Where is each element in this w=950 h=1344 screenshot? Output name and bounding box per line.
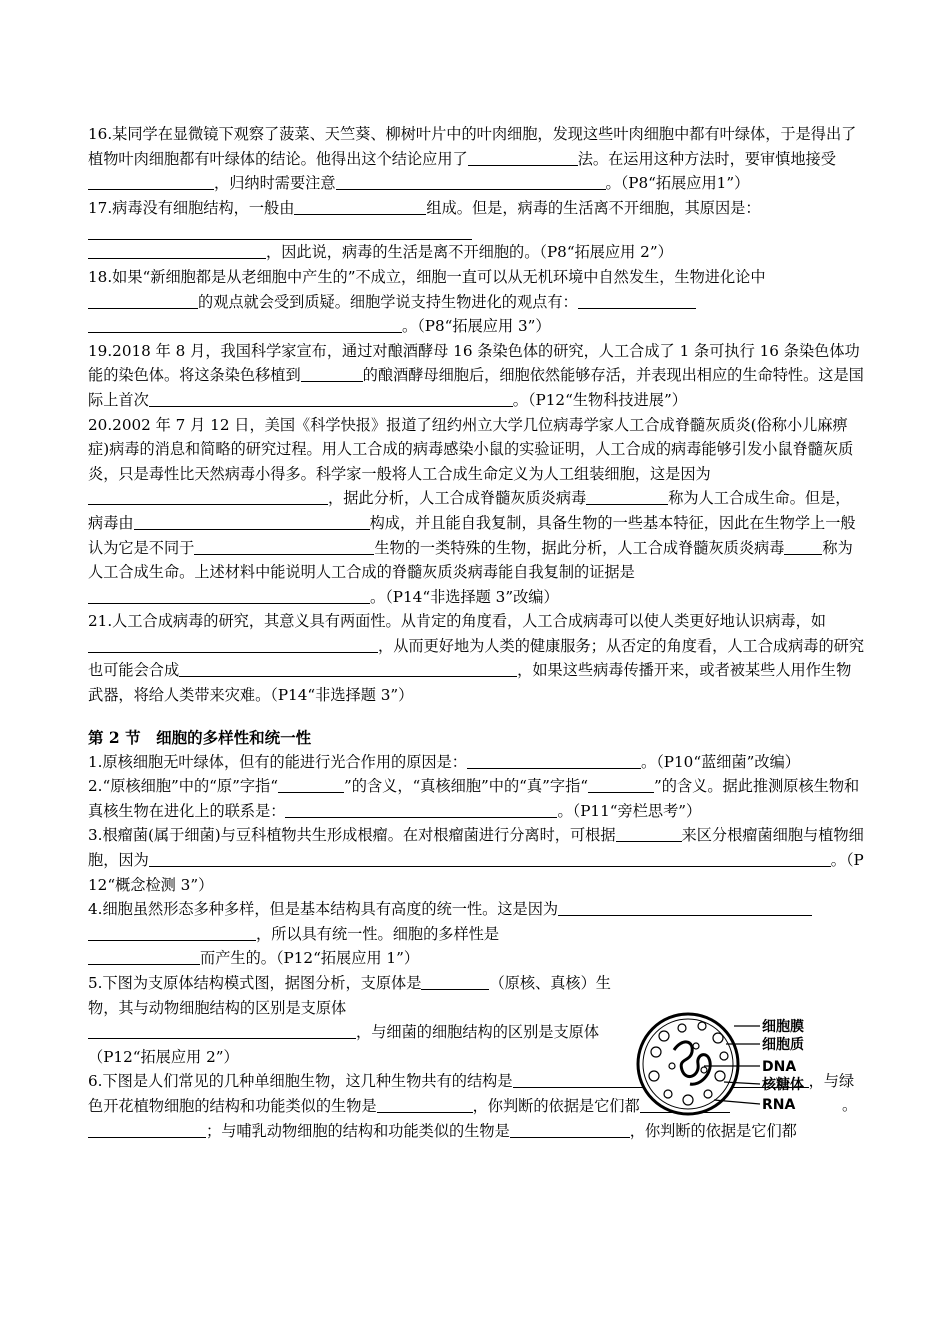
blank[interactable] xyxy=(285,802,557,818)
blank[interactable] xyxy=(558,900,812,916)
section-question-1: 1.原核细胞无叶绿体，但有的能进行光合作用的原因是： 。（P10“蓝细菌”改编） xyxy=(88,752,800,771)
blank[interactable] xyxy=(149,391,513,407)
blank[interactable] xyxy=(586,489,668,505)
blank[interactable] xyxy=(336,174,606,190)
blank[interactable] xyxy=(784,539,822,555)
blank[interactable] xyxy=(510,1122,630,1138)
blank[interactable] xyxy=(88,1122,206,1138)
blank[interactable] xyxy=(578,293,696,309)
blank[interactable] xyxy=(194,539,374,555)
section-question-3: 3.根瘤菌(属于细菌)与豆科植物共生形成根瘤。在对根瘤菌进行分离时，可根据 来区分根瘤菌细胞与植物细胞，因为 。（P12“概念检测 3”） xyxy=(88,826,864,894)
blank[interactable] xyxy=(179,661,517,677)
label-rna: RNA xyxy=(762,1097,796,1113)
question-18: 18.如果“新细胞都是从老细胞中产生的”不成立，细胞一直可以从无机环境中自然发生，生物进化论中的观点就会受到质疑。细胞学说支持生物进化的观点有： 。（P8“拓展应用 3”） xyxy=(88,267,766,336)
section-question-2: 2.“原核细胞”中的“原”字指“ ”的含义，“真核细胞”中的“真”字指“ ”的含义。据此推测原核生物和真核生物在进化上的联系是： 。（P11“旁栏思考”） xyxy=(88,777,860,820)
worksheet xyxy=(88,122,864,1143)
mycoplasma-figure xyxy=(634,1010,864,1118)
section-question-5-source: （P12“拓展应用 2”） xyxy=(88,1047,239,1066)
blank[interactable] xyxy=(134,514,370,530)
blank[interactable] xyxy=(467,753,641,769)
blank[interactable] xyxy=(301,366,363,382)
label-ribosome: 核糖体 xyxy=(762,1077,804,1093)
blank[interactable] xyxy=(88,925,256,941)
blank[interactable] xyxy=(588,777,654,793)
blank[interactable] xyxy=(377,1097,473,1113)
mycoplasma-diagram xyxy=(634,1010,864,1118)
blank[interactable] xyxy=(278,777,344,793)
blank[interactable] xyxy=(88,1023,356,1039)
blank[interactable] xyxy=(421,974,489,990)
blank[interactable] xyxy=(88,317,402,333)
blank[interactable] xyxy=(294,199,426,215)
section-question-4: 4.细胞虽然形态多种多样，但是基本结构具有高度的统一性。这是因为 ，所以具有统一性。细胞的多样性是 而产生的。（P12“拓展应用 1”） xyxy=(88,897,864,971)
label-cytoplasm: 细胞质 xyxy=(762,1037,804,1053)
blank-line[interactable] xyxy=(88,220,472,240)
blank[interactable] xyxy=(741,851,831,867)
blank[interactable] xyxy=(88,588,370,604)
blank[interactable] xyxy=(149,851,741,867)
question-19: 19.2018 年 8 月，我国科学家宣布，通过对酿酒酵母 16 条染色体的研究，人工合成了 1 条可执行 16 条染色体功能的染色体。将这条染色移植到 的酿酒酵母细胞后，细胞依然能够存活，并表现出相应的生命特性。这是国际上首次 。（P12“生物科技进展”） xyxy=(88,341,864,409)
label-cell-membrane: 细胞膜 xyxy=(762,1019,804,1035)
question-21: 21.人工合成病毒的研究，其意义具有两面性。从肯定的角度看，人工合成病毒可以使人类更好地认识病毒，如，从而更好地为人类的健康服务；从否定的角度看，人工合成病毒的研究也可能会合成 ，如果这些病毒传播开来，或者被某些人用作生物武器，将给人类带来灾难。（P14“非选择题 3”） xyxy=(88,612,864,705)
blank[interactable] xyxy=(468,150,578,166)
blank[interactable] xyxy=(616,826,682,842)
blank[interactable] xyxy=(88,243,266,259)
blank[interactable] xyxy=(88,174,214,190)
label-dna: DNA xyxy=(762,1059,797,1075)
blank[interactable] xyxy=(88,949,200,965)
question-17: 17.病毒没有细胞结构，一般由 组成。但是，病毒的生活离不开细胞，其原因是： ，因此说，病毒的生活是离不开细胞的。（P8“拓展应用 2”） xyxy=(88,198,761,262)
section-question-5: 5.下图为支原体结构模式图，据图分析，支原体是 （原核、真核）生物，其与动物细胞结构的区别是支原体 ，与细菌的细胞结构的区别是支原体 xyxy=(88,974,611,1042)
blank[interactable] xyxy=(88,637,378,653)
question-16: 16.某同学在显微镜下观察了菠菜、天竺葵、柳树叶片中的叶肉细胞，发现这些叶肉细胞中都有叶绿体，于是得出了植物叶肉细胞都有叶绿体的结论。他得出这个结论应用了 法。在运用这种方法时，要审慎地接受，归纳时需要注意 。（P8“拓展应用1”） xyxy=(88,125,857,193)
blank[interactable] xyxy=(88,293,198,309)
section-question-6: 6.下图是人们常见的几种单细胞生物，这几种生物共有的结构是 ，与绿色开花植物细胞的结构和功能类似的生物是 ，你判断的依据是它们都 ；与哺乳动物细胞的结构和功能类似的生物是 ，你判断的依据是它们都 xyxy=(88,1072,855,1140)
blank[interactable] xyxy=(88,489,328,505)
question-20: 20.2002 年 7 月 12 日，美国《科学快报》报道了纽约州立大学几位病毒学家人工合成脊髓灰质炎(俗称小儿麻痹症)病毒的消息和简略的研究过程。用人工合成的病毒感染小鼠的实验证明，人工合成的病毒能够引发小鼠脊髓灰质炎，只是毒性比天然病毒小得多。科学家一般将人工合成生命定义为人工组装细胞，这是因为，据此分析，人工合成脊髓灰质炎病毒 称为人工合成生命。但是，病毒由 构成，并且能自我复制，具备生物的一些基本特征，因此在生物学上一般认为它是不同于 生物的一类特殊的生物，据此分析，人工合成脊髓灰质炎病毒 称为人工合成生命。上述材料中能说明人工合成的脊髓灰质炎病毒能自我复制的证据是。（P14“非选择题 3”改编） xyxy=(88,415,856,606)
q5-period: 。 xyxy=(842,1096,858,1114)
section-title: 第 2 节 细胞的多样性和统一性 xyxy=(88,727,312,747)
